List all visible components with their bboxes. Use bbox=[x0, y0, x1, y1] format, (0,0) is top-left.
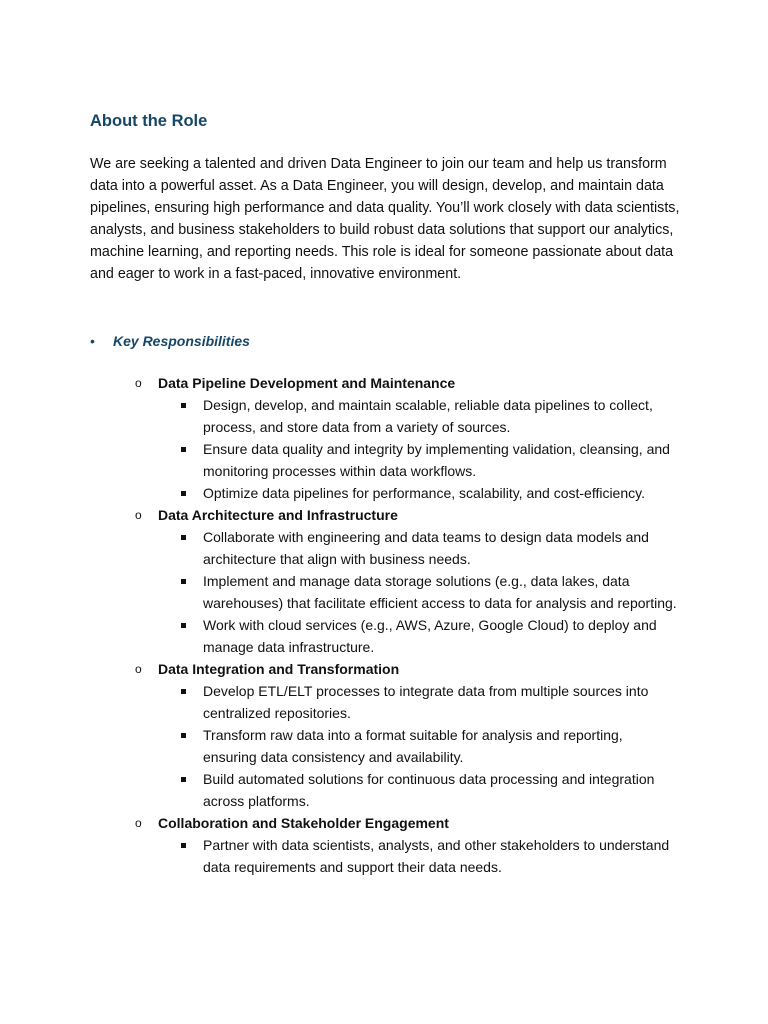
list-item bbox=[90, 526, 680, 570]
square-bullet-icon bbox=[181, 403, 186, 408]
list-item-text: Optimize data pipelines for performance, scalability, and cost-efficiency. bbox=[203, 485, 645, 501]
key-responsibilities-header bbox=[90, 331, 680, 351]
list-item-text: Implement and manage data storage solutions (e.g., data lakes, data warehouses) that facilitate efficient access to data for analysis and reporting. bbox=[203, 573, 677, 611]
circle-bullet-marker: o bbox=[135, 508, 142, 522]
square-bullet-icon bbox=[181, 535, 186, 540]
circle-bullet-marker: o bbox=[135, 376, 142, 390]
square-bullet-icon bbox=[181, 689, 186, 694]
responsibilities-list bbox=[90, 372, 680, 878]
square-bullet-icon bbox=[181, 777, 186, 782]
bullet-marker: • bbox=[90, 333, 95, 349]
list-item-text: Partner with data scientists, analysts, and other stakeholders to understand data requirements and support their data needs. bbox=[203, 837, 670, 875]
list-item-text: Transform raw data into a format suitable for analysis and reporting, ensuring data consistency and availability. bbox=[203, 727, 623, 765]
square-bullet-icon bbox=[181, 623, 186, 628]
section-title: Data Architecture and Infrastructure bbox=[158, 507, 398, 523]
section-pipeline-development bbox=[90, 372, 680, 504]
list-item-text: Design, develop, and maintain scalable, reliable data pipelines to collect, process, and store data from a variety of sources. bbox=[203, 397, 653, 435]
list-item bbox=[90, 614, 680, 658]
section-title: Data Pipeline Development and Maintenance bbox=[158, 375, 456, 391]
list-item bbox=[90, 834, 680, 878]
list-item bbox=[90, 724, 680, 768]
square-bullet-icon bbox=[181, 491, 186, 496]
section-data-architecture bbox=[90, 504, 680, 658]
list-item-text: Build automated solutions for continuous data processing and integration across platforms. bbox=[203, 771, 655, 809]
section-data-integration bbox=[90, 658, 680, 812]
section-title: Data Integration and Transformation bbox=[158, 661, 400, 677]
section-heading: About the Role bbox=[90, 112, 208, 130]
section-title: Collaboration and Stakeholder Engagement bbox=[158, 815, 449, 831]
circle-bullet-marker: o bbox=[135, 816, 142, 830]
square-bullet-icon bbox=[181, 733, 186, 738]
list-item-text: Develop ETL/ELT processes to integrate data from multiple sources into centralized repositories. bbox=[203, 683, 649, 721]
list-item bbox=[90, 680, 680, 724]
intro-paragraph: We are seeking a talented and driven Data Engineer to join our team and help us transform data into a powerful asset. As a Data Engineer, you will design, develop, and maintain data pipelines, ensuring high performance and data quality. You’ll work closely with data scientists, analysts, and business stakeholders to build robust data solutions that support our analytics, machine learning, and reporting needs. This role is ideal for someone passionate about data and eager to work in a fast-paced, innovative environment. bbox=[90, 156, 680, 282]
square-bullet-icon bbox=[181, 447, 186, 452]
list-item bbox=[90, 394, 680, 438]
square-bullet-icon bbox=[181, 843, 186, 848]
list-item-text: Collaborate with engineering and data teams to design data models and architecture that align with business needs. bbox=[203, 529, 649, 567]
list-item bbox=[90, 570, 680, 614]
circle-bullet-marker: o bbox=[135, 662, 142, 676]
section-collaboration bbox=[90, 812, 680, 878]
list-item bbox=[90, 482, 680, 504]
list-item-text: Work with cloud services (e.g., AWS, Azure, Google Cloud) to deploy and manage data infrastructure. bbox=[203, 617, 657, 655]
square-bullet-icon bbox=[181, 579, 186, 584]
key-responsibilities-label: Key Responsibilities bbox=[113, 333, 250, 349]
list-item bbox=[90, 438, 680, 482]
list-item-text: Ensure data quality and integrity by implementing validation, cleansing, and monitoring processes within data workflows. bbox=[203, 441, 670, 479]
list-item bbox=[90, 768, 680, 812]
